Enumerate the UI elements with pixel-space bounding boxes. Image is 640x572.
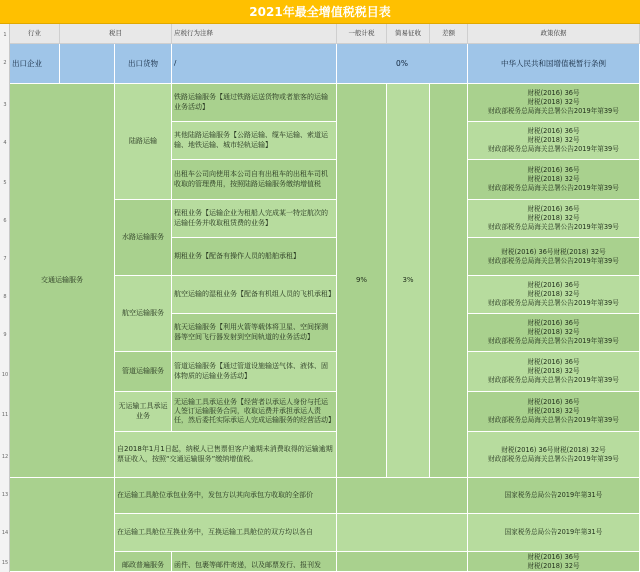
policy-pipeline [468, 352, 640, 392]
note-space-exchange: 在运输工具舱位互换业务中，互换运输工具舱位的双方均以各自 [115, 514, 337, 552]
policy-line: 财税(2018) 32号 [527, 98, 580, 107]
policy-space [468, 314, 640, 352]
policy-line: 财税(2016) 36号 [527, 205, 580, 214]
policy-line: 财税(2018) 32号 [527, 214, 580, 223]
policy-taxi [468, 160, 640, 200]
policy-line: 财税(2016) 36号财税(2018) 32号 [501, 445, 606, 454]
policy-line: 财政部税务总局海关总署公告2019年第39号 [488, 336, 619, 345]
reduced-rate-blank [430, 84, 468, 478]
policy-line: 财政部税务总局海关总署公告2019年第39号 [488, 375, 619, 384]
policy-railway [468, 84, 640, 122]
sheet-title: 2021年最全增值税税目表 [0, 0, 640, 24]
policy-wet-lease [468, 276, 640, 314]
note-space-contracting: 在运输工具舱位承包业务中，发包方以其向承包方收取的全部价 [115, 478, 337, 514]
transport-industry: 交通运输服务 [10, 84, 115, 478]
policy-line: 财税(2018) 32号 [527, 290, 580, 299]
policy-other-land [468, 122, 640, 160]
policy-line: 财税(2018) 32号 [527, 175, 580, 184]
note-carrier: 无运输工具承运业务【经营者以承运人身份与托运人签订运输服务合同，收取运费并承担承运人责任，然后委托实际承运人完成运输服务的经营活动】 [172, 392, 337, 432]
row-number[interactable]: 3 [3, 102, 7, 108]
row-number[interactable]: 15 [1, 560, 9, 566]
policy-line: 财政部税务总局海关总署公告2019年第39号 [488, 415, 619, 424]
export-industry: 出口企业 [10, 44, 60, 84]
header-notes: 应税行为注释 [172, 24, 337, 44]
note-taxi: 出租车公司向使用本公司自有出租车的出租车司机收取的管理费用，按照陆路运输服务缴纳增值税 [172, 160, 337, 200]
row-number[interactable]: 9 [3, 332, 7, 338]
row-number[interactable]: 8 [3, 294, 7, 300]
header-general-rate: 一般计税 [337, 24, 387, 44]
rates-blank-2 [337, 514, 468, 552]
policy-line: 财政部税务总局海关总署公告2019年第39号 [488, 183, 619, 192]
item-carrier-without-vehicle: 无运输工具承运业务 [115, 392, 172, 432]
policy-line: 财政部税务总局海关总署公告2019年第39号 [488, 454, 619, 463]
row-number[interactable]: 7 [3, 256, 7, 262]
item-air-transport: 航空运输服务 [115, 276, 172, 352]
policy-time-charter [468, 238, 640, 276]
policy-space-exchange: 国家税务总局公告2019年第31号 [468, 514, 640, 552]
row-number[interactable]: 6 [3, 218, 7, 224]
policy-line: 财税(2016) 36号 [527, 166, 580, 175]
header-simple-rate: 简易征收 [387, 24, 430, 44]
row-number[interactable]: 2 [3, 60, 7, 66]
note-postal: 函件、包裹等邮件寄递，以及邮票发行、报刊发 [172, 552, 337, 572]
note-wet-lease: 航空运输的湿租业务【配备有机组人员的飞机承租】 [172, 276, 337, 314]
item-postal-universal: 邮政普遍服务 [115, 552, 172, 572]
item-land-transport: 陆路运输 [115, 84, 172, 200]
item-pipeline-transport: 管道运输服务 [115, 352, 172, 392]
policy-voyage [468, 200, 640, 238]
policy-space-contracting: 国家税务总局公告2019年第31号 [468, 478, 640, 514]
policy-line: 财政部税务总局海关总署公告2019年第39号 [488, 144, 619, 153]
note-time-charter: 期租业务【配备有操作人员的船舶承租】 [172, 238, 337, 276]
row-number[interactable]: 13 [1, 492, 9, 498]
policy-line: 财政部税务总局海关总署公告2019年第39号 [488, 222, 619, 231]
policy-line: 财税(2018) 32号 [527, 136, 580, 145]
header-industry: 行业 [10, 24, 60, 44]
policy-line: 财税(2018) 32号 [527, 367, 580, 376]
note-voyage-charter: 程租业务【运输企业为租船人完成某一特定航次的运输任务并收取租赁费的业务】 [172, 200, 337, 238]
export-item: 出口货物 [115, 44, 172, 84]
item-water-transport: 水路运输服务 [115, 200, 172, 276]
note-expired-ticket: 自2018年1月1日起，纳税人已售票但客户逾期未消费取得的运输逾期票证收入，按照“交通运输服务”缴纳增值税。 [115, 432, 337, 478]
policy-line: 财政部税务总局海关总署公告2019年第39号 [488, 256, 619, 265]
row-number-gutter [0, 24, 10, 572]
row-number[interactable]: 1 [3, 32, 7, 38]
policy-line: 财税(2016) 36号 [527, 89, 580, 98]
policy-carrier [468, 392, 640, 432]
lower-industry-blank [10, 478, 115, 572]
policy-postal [468, 552, 640, 572]
header-reduced-rate: 差额 [430, 24, 468, 44]
policy-line: 财税(2016) 36号 [527, 319, 580, 328]
policy-line: 财税(2016) 36号 [527, 127, 580, 136]
row-number[interactable]: 11 [1, 412, 9, 418]
simple-rate-3: 3% [387, 84, 430, 478]
policy-line: 财税(2016) 36号 [527, 358, 580, 367]
policy-line: 财税(2016) 36号财税(2018) 32号 [501, 247, 606, 256]
export-note: / [172, 44, 337, 84]
row-number[interactable]: 5 [3, 180, 7, 186]
policy-line: 财税(2016) 36号 [527, 553, 580, 561]
policy-expired-ticket [468, 432, 640, 478]
export-spacer [60, 44, 115, 84]
row-number[interactable]: 4 [3, 140, 7, 146]
note-space-transport: 航天运输服务【利用火箭等载体将卫星、空间探测器等空间飞行器发射到空间轨道的业务活动】 [172, 314, 337, 352]
note-railway: 铁路运输服务【通过铁路运送货物或者旅客的运输业务活动】 [172, 84, 337, 122]
rates-blank-1 [337, 478, 468, 514]
export-policy: 中华人民共和国增值税暂行条例 [468, 44, 640, 84]
policy-line: 财政部税务总局海关总署公告2019年第39号 [488, 106, 619, 115]
header-tax-item: 税目 [60, 24, 172, 44]
row-number[interactable]: 12 [1, 454, 9, 460]
export-rate: 0% [337, 44, 468, 84]
rates-blank-3 [337, 552, 468, 572]
policy-line: 财税(2016) 36号 [527, 398, 580, 407]
note-pipeline: 管道运输服务【通过管道设施输送气体、液体、固体物质的运输业务活动】 [172, 352, 337, 392]
header-policy: 政策依据 [468, 24, 640, 44]
policy-line: 财税(2018) 32号 [527, 561, 580, 570]
policy-line: 财税(2016) 36号 [527, 281, 580, 290]
row-number[interactable]: 14 [1, 530, 9, 536]
policy-line: 财税(2018) 32号 [527, 328, 580, 337]
policy-line: 财政部税务总局海关总署公告2019年第39号 [488, 298, 619, 307]
policy-line: 财税(2018) 32号 [527, 407, 580, 416]
note-other-land: 其他陆路运输服务【公路运输、缆车运输、索道运输、地铁运输、城市轻轨运输】 [172, 122, 337, 160]
row-number[interactable]: 10 [1, 372, 9, 378]
general-rate-9: 9% [337, 84, 387, 478]
